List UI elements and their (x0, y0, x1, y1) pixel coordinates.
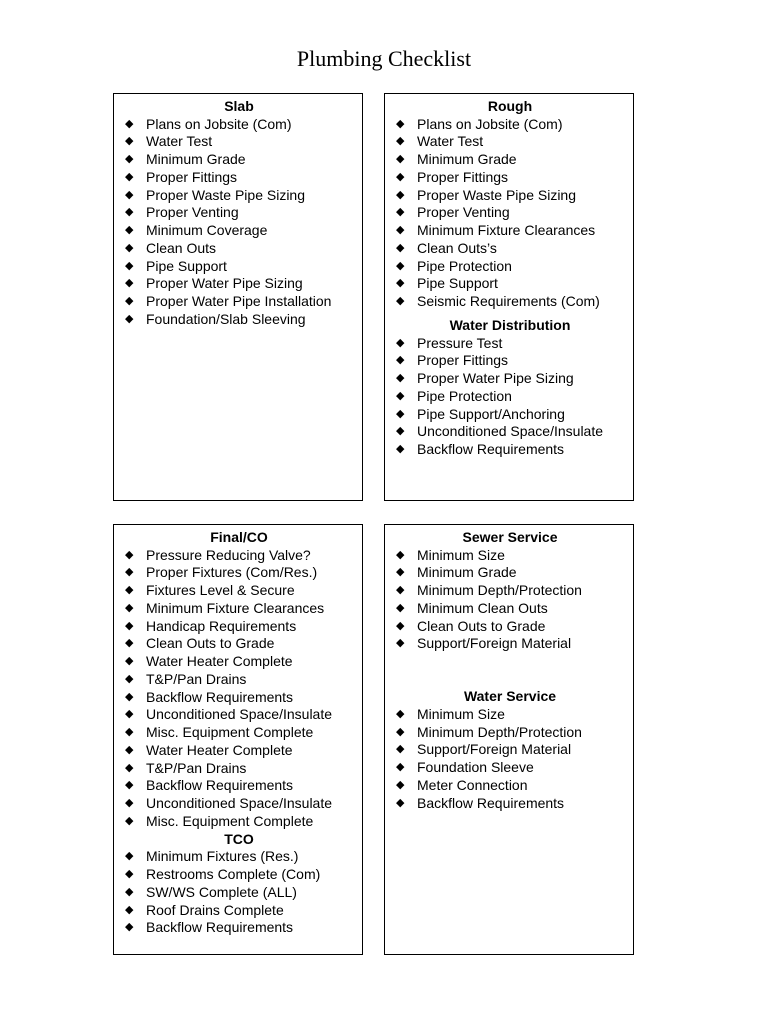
checklist-item (122, 653, 356, 671)
checklist-item-label: Pressure Reducing Valve? (146, 546, 311, 563)
diamond-bullet-icon: ◆ (125, 135, 134, 148)
checklist-item (393, 187, 627, 205)
checklist-item (393, 116, 627, 134)
checklist-item-label: Backflow Requirements (417, 441, 565, 458)
checklist-item-label: Proper Water Pipe Installation (146, 293, 332, 310)
checklist-item-label: Minimum Coverage (146, 222, 268, 239)
checklist-item (122, 116, 356, 134)
checklist-item-label: Fixtures Level & Secure (146, 582, 295, 599)
rough-title: Rough (487, 98, 533, 114)
diamond-bullet-icon: ◆ (125, 761, 134, 774)
checklist-item-label: Misc. Equipment Complete (146, 724, 314, 741)
diamond-bullet-icon: ◆ (125, 188, 134, 201)
checklist-item (122, 724, 356, 742)
checklist-item-label: Water Test (417, 133, 484, 150)
checklist-item (122, 133, 356, 151)
diamond-bullet-icon: ◆ (125, 153, 134, 166)
checklist-item (393, 293, 627, 311)
checklist-item-label: Foundation Sleeve (417, 759, 534, 776)
diamond-bullet-icon: ◆ (396, 241, 405, 254)
checklist-item (393, 795, 627, 813)
checklist-item-label: Proper Fixtures (Com/Res.) (146, 564, 318, 581)
checklist-item (393, 258, 627, 276)
checklist-item (122, 187, 356, 205)
diamond-bullet-icon: ◆ (396, 566, 405, 579)
checklist-item (122, 582, 356, 600)
checklist-item (122, 689, 356, 707)
diamond-bullet-icon: ◆ (125, 868, 134, 881)
checklist-item (122, 258, 356, 276)
diamond-bullet-icon: ◆ (125, 743, 134, 756)
checklist-item (122, 866, 356, 884)
checklist-item (393, 370, 627, 388)
checklist-item (122, 547, 356, 565)
slab-title: Slab (224, 98, 254, 114)
checklist-item (393, 151, 627, 169)
checklist-item (393, 240, 627, 258)
water-service-list (393, 706, 627, 813)
checklist-item-label: Clean Outs to Grade (417, 617, 546, 634)
checklist-item-label: Minimum Grade (417, 151, 517, 168)
checklist-item (122, 635, 356, 653)
diamond-bullet-icon: ◆ (396, 548, 405, 561)
diamond-bullet-icon: ◆ (396, 778, 405, 791)
checklist-item-label: Clean Outs (146, 239, 217, 256)
checklist-item (122, 813, 356, 831)
final-co-list (122, 547, 356, 831)
checklist-item-label: Roof Drains Complete (146, 901, 284, 918)
diamond-bullet-icon: ◆ (396, 584, 405, 597)
diamond-bullet-icon: ◆ (396, 295, 405, 308)
diamond-bullet-icon: ◆ (125, 295, 134, 308)
diamond-bullet-icon: ◆ (396, 743, 405, 756)
diamond-bullet-icon: ◆ (396, 354, 405, 367)
checklist-item-label: Proper Venting (146, 204, 239, 221)
page-title: Plumbing Checklist (296, 46, 472, 71)
checklist-item-label: Minimum Depth/Protection (417, 723, 582, 740)
checklist-item-label: Water Heater Complete (146, 741, 293, 758)
rough-section (384, 93, 634, 501)
checklist-item-label: Handicap Requirements (146, 617, 297, 634)
slab-section (113, 93, 363, 501)
checklist-item-label: Minimum Clean Outs (417, 599, 548, 616)
diamond-bullet-icon: ◆ (125, 779, 134, 792)
diamond-bullet-icon: ◆ (396, 761, 405, 774)
checklist-item (393, 706, 627, 724)
checklist-item (122, 275, 356, 293)
diamond-bullet-icon: ◆ (396, 389, 405, 402)
checklist-item (122, 848, 356, 866)
checklist-item-label: Proper Fittings (146, 168, 238, 185)
checklist-item-label: Minimum Grade (146, 151, 246, 168)
checklist-item (122, 884, 356, 902)
checklist-item (393, 759, 627, 777)
checklist-item (393, 423, 627, 441)
diamond-bullet-icon: ◆ (125, 241, 134, 254)
diamond-bullet-icon: ◆ (125, 655, 134, 668)
diamond-bullet-icon: ◆ (396, 725, 405, 738)
diamond-bullet-icon: ◆ (125, 726, 134, 739)
diamond-bullet-icon: ◆ (396, 170, 405, 183)
checklist-item-label: Water Test (146, 133, 213, 150)
checklist-item (393, 777, 627, 795)
checklist-item-label: Pipe Protection (417, 387, 512, 404)
checklist-item-label: Proper Water Pipe Sizing (417, 370, 574, 387)
checklist-item-label: Proper Waste Pipe Sizing (146, 186, 305, 203)
checklist-item-label: Clean Outs’s (417, 239, 497, 256)
tco-title: TCO (224, 830, 254, 847)
slab-list (122, 116, 356, 329)
sewer-service-title: Sewer Service (462, 529, 558, 545)
diamond-bullet-icon: ◆ (396, 443, 405, 456)
checklist-item-label: Clean Outs to Grade (146, 635, 275, 652)
checklist-item (393, 204, 627, 222)
diamond-bullet-icon: ◆ (125, 885, 134, 898)
checklist-item (122, 760, 356, 778)
diamond-bullet-icon: ◆ (125, 277, 134, 290)
checklist-item-label: Support/Foreign Material (417, 635, 572, 652)
diamond-bullet-icon: ◆ (396, 336, 405, 349)
checklist-item (122, 311, 356, 329)
checklist-item (393, 741, 627, 759)
checklist-item-label: Plans on Jobsite (Com) (146, 115, 292, 132)
checklist-item (122, 742, 356, 760)
checklist-item-label: Minimum Grade (417, 564, 517, 581)
checklist-item (122, 293, 356, 311)
checklist-item-label: Meter Connection (417, 776, 528, 793)
diamond-bullet-icon: ◆ (125, 224, 134, 237)
checklist-item-label: Minimum Fixture Clearances (417, 222, 596, 239)
checklist-item-label: Proper Fittings (417, 168, 509, 185)
water-distribution-list (393, 335, 627, 459)
diamond-bullet-icon: ◆ (396, 425, 405, 438)
diamond-bullet-icon: ◆ (396, 259, 405, 272)
diamond-bullet-icon: ◆ (396, 117, 405, 130)
checklist-item-label: Backflow Requirements (417, 794, 565, 811)
diamond-bullet-icon: ◆ (125, 814, 134, 827)
checklist-item (393, 441, 627, 459)
final-co-title: Final/CO (210, 529, 268, 545)
checklist-item (393, 169, 627, 187)
diamond-bullet-icon: ◆ (125, 637, 134, 650)
diamond-bullet-icon: ◆ (396, 277, 405, 290)
checklist-item-label: Minimum Depth/Protection (417, 582, 582, 599)
checklist-item (393, 388, 627, 406)
checklist-item (393, 352, 627, 370)
diamond-bullet-icon: ◆ (396, 619, 405, 632)
checklist-item (122, 919, 356, 937)
checklist-item (122, 777, 356, 795)
checklist-item-label: Pressure Test (417, 334, 503, 351)
checklist-item (122, 902, 356, 920)
checklist-item-label: Backflow Requirements (146, 688, 294, 705)
diamond-bullet-icon: ◆ (125, 312, 134, 325)
checklist-item-label: Proper Waste Pipe Sizing (417, 186, 576, 203)
water-service-title: Water Service (463, 688, 557, 705)
diamond-bullet-icon: ◆ (125, 259, 134, 272)
diamond-bullet-icon: ◆ (396, 407, 405, 420)
diamond-bullet-icon: ◆ (125, 548, 134, 561)
diamond-bullet-icon: ◆ (396, 224, 405, 237)
checklist-item-label: Pipe Support (417, 275, 498, 292)
checklist-item-label: Minimum Size (417, 705, 505, 722)
diamond-bullet-icon: ◆ (396, 637, 405, 650)
checklist-item (393, 133, 627, 151)
diamond-bullet-icon: ◆ (125, 921, 134, 934)
checklist-item-label: Foundation/Slab Sleeving (146, 310, 306, 327)
final-co-section (113, 524, 363, 955)
checklist-item (393, 582, 627, 600)
checklist-item (122, 151, 356, 169)
diamond-bullet-icon: ◆ (396, 135, 405, 148)
diamond-bullet-icon: ◆ (396, 707, 405, 720)
checklist-item-label: Water Heater Complete (146, 653, 293, 670)
diamond-bullet-icon: ◆ (125, 170, 134, 183)
checklist-item (393, 635, 627, 653)
diamond-bullet-icon: ◆ (125, 566, 134, 579)
checklist-item-label: Support/Foreign Material (417, 741, 572, 758)
checklist-item-label: T&P/Pan Drains (146, 670, 247, 687)
checklist-item (122, 564, 356, 582)
checklist-item-label: T&P/Pan Drains (146, 759, 247, 776)
checklist-item (122, 706, 356, 724)
rough-list (393, 116, 627, 311)
checklist-item-label: Backflow Requirements (146, 919, 294, 936)
diamond-bullet-icon: ◆ (125, 619, 134, 632)
diamond-bullet-icon: ◆ (396, 796, 405, 809)
water-distribution-title: Water Distribution (449, 316, 571, 333)
checklist-item (122, 600, 356, 618)
diamond-bullet-icon: ◆ (125, 117, 134, 130)
checklist-item (122, 795, 356, 813)
checklist-item (122, 222, 356, 240)
checklist-item-label: Proper Water Pipe Sizing (146, 275, 303, 292)
checklist-item (393, 618, 627, 636)
diamond-bullet-icon: ◆ (125, 708, 134, 721)
checklist-item (393, 724, 627, 742)
checklist-item (393, 335, 627, 353)
checklist-item (122, 618, 356, 636)
checklist-item-label: Minimum Fixtures (Res.) (146, 848, 299, 865)
checklist-item-label: Seismic Requirements (Com) (417, 293, 600, 310)
spacer (393, 653, 627, 688)
checklist-item-label: Minimum Fixture Clearances (146, 599, 325, 616)
checklist-item-label: Pipe Protection (417, 257, 512, 274)
checklist-item (122, 240, 356, 258)
checklist-item (393, 547, 627, 565)
diamond-bullet-icon: ◆ (125, 797, 134, 810)
checklist-item-label: SW/WS Complete (ALL) (146, 883, 297, 900)
diamond-bullet-icon: ◆ (396, 601, 405, 614)
checklist-item-label: Minimum Size (417, 546, 505, 563)
diamond-bullet-icon: ◆ (396, 153, 405, 166)
checklist-item-label: Unconditioned Space/Insulate (417, 423, 604, 440)
diamond-bullet-icon: ◆ (125, 584, 134, 597)
checklist-item (122, 169, 356, 187)
checklist-item (393, 564, 627, 582)
checklist-item-label: Plans on Jobsite (Com) (417, 115, 563, 132)
sewer-service-list (393, 547, 627, 654)
checklist-item-label: Proper Fittings (417, 352, 509, 369)
checklist-item-label: Unconditioned Space/Insulate (146, 795, 333, 812)
diamond-bullet-icon: ◆ (396, 206, 405, 219)
sewer-service-section (384, 524, 634, 955)
checklist-item (393, 600, 627, 618)
diamond-bullet-icon: ◆ (125, 903, 134, 916)
checklist-item-label: Restrooms Complete (Com) (146, 866, 321, 883)
checklist-item (393, 406, 627, 424)
diamond-bullet-icon: ◆ (396, 188, 405, 201)
diamond-bullet-icon: ◆ (125, 672, 134, 685)
diamond-bullet-icon: ◆ (125, 601, 134, 614)
tco-list (122, 848, 356, 937)
diamond-bullet-icon: ◆ (125, 690, 134, 703)
checklist-item-label: Misc. Equipment Complete (146, 812, 314, 829)
checklist-item-label: Pipe Support (146, 257, 227, 274)
checklist-item (122, 204, 356, 222)
diamond-bullet-icon: ◆ (125, 850, 134, 863)
diamond-bullet-icon: ◆ (125, 206, 134, 219)
checklist-item (393, 275, 627, 293)
checklist-item-label: Proper Venting (417, 204, 510, 221)
checklist-item-label: Backflow Requirements (146, 777, 294, 794)
checklist-item (122, 671, 356, 689)
checklist-item-label: Unconditioned Space/Insulate (146, 706, 333, 723)
checklist-item (393, 222, 627, 240)
diamond-bullet-icon: ◆ (396, 372, 405, 385)
checklist-item-label: Pipe Support/Anchoring (417, 405, 565, 422)
